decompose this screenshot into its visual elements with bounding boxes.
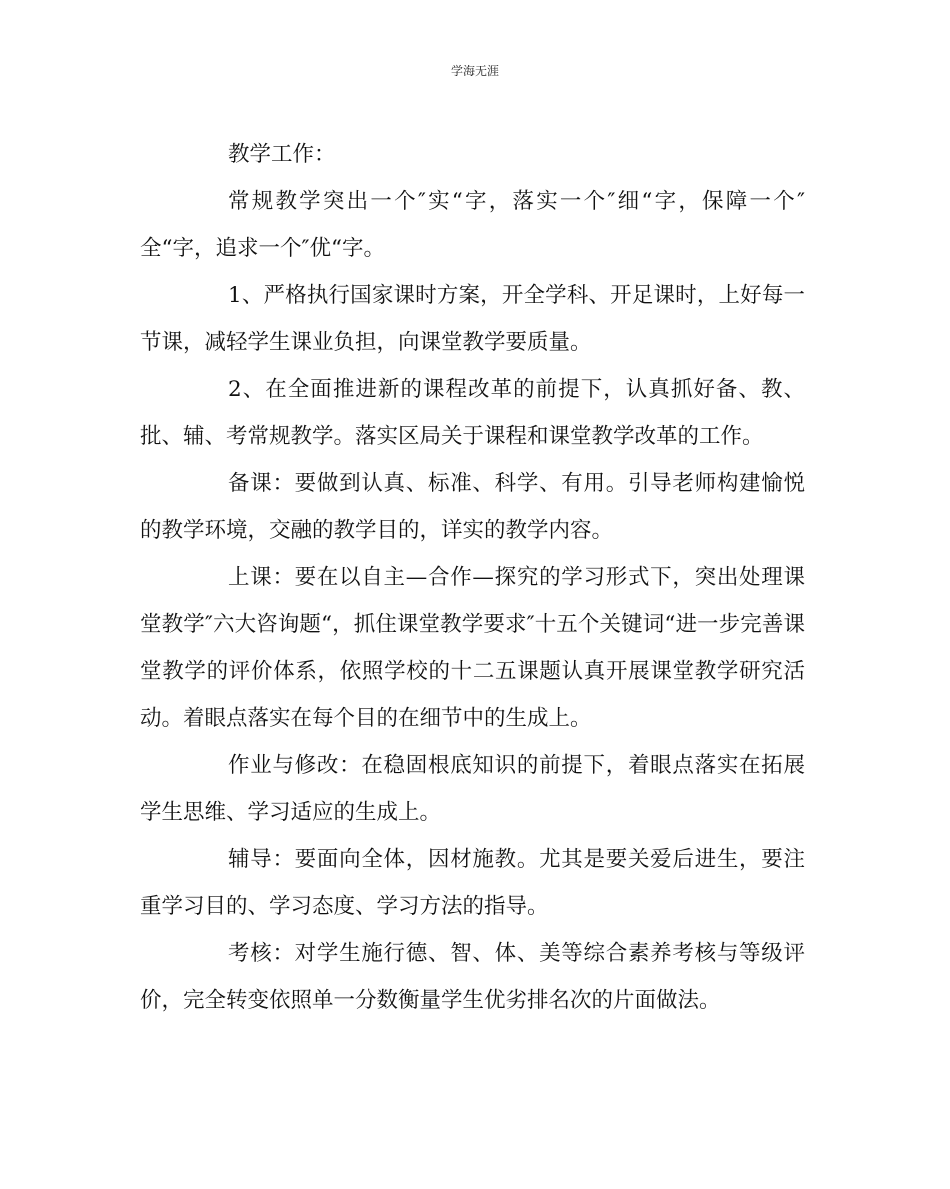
paragraph-item-2: 2、在全面推进新的课程改革的前提下，认真抓好备、教、批、辅、考常规教学。落实区局关于课程和课堂教学改革的工作。 — [140, 377, 805, 449]
paragraph-tutoring: 辅导：要面向全体，因材施教。尤其是要关爱后进生，要注重学习目的、学习态度、学习方法的指导。 — [140, 847, 805, 919]
document-body — [140, 131, 805, 1024]
paragraph-assessment: 考核：对学生施行德、智、体、美等综合素养考核与等级评价，完全转变依照单一分数衡量学生优劣排名次的片面做法。 — [140, 941, 805, 1013]
paragraph-lesson-prep: 备课：要做到认真、标准、科学、有用。引导老师构建愉悦的教学环境，交融的教学目的，详实的教学内容。 — [140, 471, 805, 543]
paragraph-item-1: 1、严格执行国家课时方案，开全学科、开足课时，上好每一节课，减轻学生课业负担，向课堂教学要质量。 — [140, 283, 805, 355]
page-header: 学海无涯 — [450, 64, 499, 78]
paragraph-intro: 常规教学突出一个″实“字，落实一个″细“字，保障一个″全“字，追求一个″优“字。 — [140, 189, 805, 261]
section-heading: 教学工作： — [228, 142, 336, 167]
paragraph-classes: 上课：要在以自主—合作—探究的学习形式下，突出处理课堂教学″六大咨询题“，抓住课堂教学要求″十五个关键词“进一步完善课堂教学的评价体系，依照学校的十二五课题认真开展课堂教学研究活动。着眼点落实在每个目的在细节中的生成上。 — [140, 565, 805, 731]
paragraph-homework: 作业与修改：在稳固根底知识的前提下，着眼点落实在拓展学生思维、学习适应的生成上。 — [140, 753, 805, 825]
